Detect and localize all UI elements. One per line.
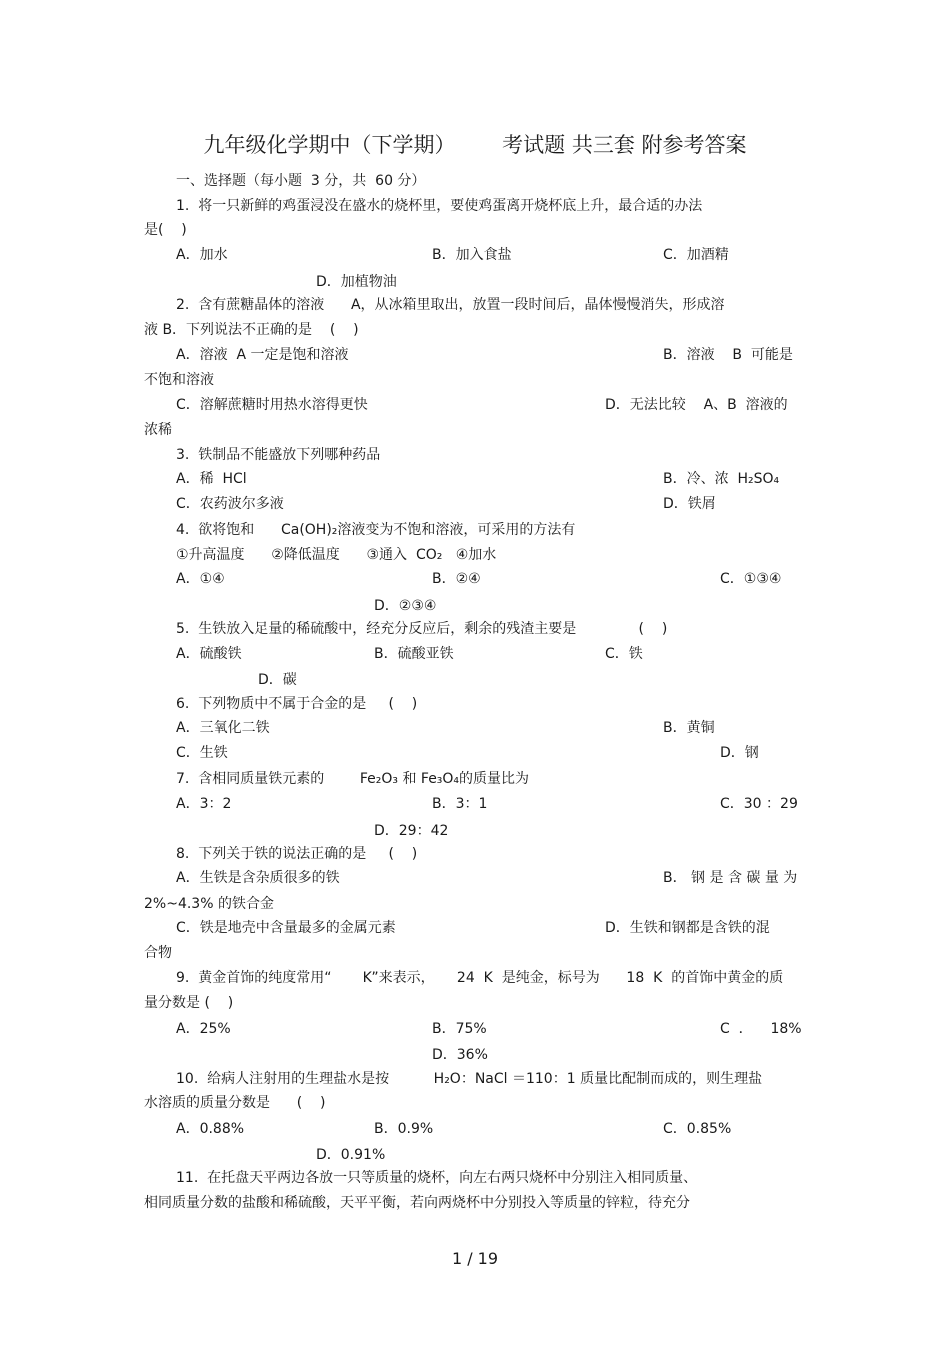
question-1-option-d: D．加植物油 bbox=[316, 274, 397, 290]
question-6-option-d: D．钢 bbox=[720, 745, 759, 761]
question-1-option-a: A．加水 bbox=[176, 247, 228, 263]
question-4-text: 4. 欲将饱和 Ca(OH)₂溶液变为不饱和溶液，可采用的方法有 bbox=[176, 522, 576, 538]
question-9-text-cont: 量分数是 ( ) bbox=[144, 995, 234, 1011]
question-8-option-c: C．铁是地壳中含量最多的金属元素 bbox=[176, 920, 396, 936]
question-8-text: 8. 下列关于铁的说法正确的是 ( ) bbox=[176, 846, 418, 862]
question-10-option-d: D．0.91% bbox=[316, 1147, 386, 1163]
question-10-text-cont: 水溶质的质量分数是 ( ) bbox=[144, 1095, 326, 1111]
question-2-option-d-cont: 浓稀 bbox=[144, 422, 172, 438]
question-2-text-cont: 液 B．下列说法不正确的是 ( ) bbox=[144, 322, 359, 338]
question-11-text-cont: 相同质量分数的盐酸和稀硫酸，天平平衡，若向两烧杯中分别投入等质量的锌粒，待充分 bbox=[144, 1195, 690, 1211]
question-4-option-a: A．①④ bbox=[176, 571, 225, 587]
page-number: 1 / 19 bbox=[451, 1249, 499, 1268]
question-9-option-a: A．25% bbox=[176, 1021, 231, 1037]
question-11-text: 11. 在托盘天平两边各放一只等质量的烧杯，向左右两只烧杯中分别注入相同质量、 bbox=[176, 1170, 698, 1186]
question-3-option-a: A．稀 HCl bbox=[176, 471, 247, 487]
question-10-option-b: B．0.9% bbox=[374, 1121, 434, 1137]
question-7-option-b: B．3：1 bbox=[432, 796, 488, 812]
question-6-option-b: B．黄铜 bbox=[663, 720, 715, 736]
question-3-text: 3. 铁制品不能盛放下列哪种药品 bbox=[176, 447, 381, 463]
document-title: 九年级化学期中（下学期） 考试题 共三套 附参考答案 bbox=[203, 133, 747, 157]
question-2-text: 2. 含有蔗糖晶体的溶液 A，从冰箱里取出，放置一段时间后，晶体慢慢消失，形成溶 bbox=[176, 297, 725, 313]
question-10-option-c: C．0.85% bbox=[663, 1121, 732, 1137]
question-2-option-d: D．无法比较 A、B 溶液的 bbox=[605, 397, 788, 413]
section-heading: 一、选择题（每小题 3 分，共 60 分） bbox=[176, 173, 426, 189]
question-4-option-d: D．②③④ bbox=[374, 598, 437, 614]
question-5-option-a: A．硫酸铁 bbox=[176, 646, 242, 662]
question-8-option-b-cont: 2%~4.3% 的铁合金 bbox=[144, 896, 274, 912]
question-7-option-a: A．3：2 bbox=[176, 796, 232, 812]
question-1-option-b: B．加入食盐 bbox=[432, 247, 512, 263]
question-7-option-d: D．29：42 bbox=[374, 823, 449, 839]
question-9-text: 9. 黄金首饰的纯度常用“ K”来表示， 24 K 是纯金，标号为 18 K 的首饰中黄金的质 bbox=[176, 970, 784, 986]
question-5-option-d: D．碳 bbox=[258, 672, 297, 688]
question-6-option-c: C．生铁 bbox=[176, 745, 228, 761]
question-3-option-d: D．铁屑 bbox=[663, 496, 716, 512]
question-1-text-cont: 是( ) bbox=[144, 222, 187, 238]
question-5-option-b: B．硫酸亚铁 bbox=[374, 646, 454, 662]
question-2-option-a: A．溶液 A 一定是饱和溶液 bbox=[176, 347, 349, 363]
question-4-option-b: B．②④ bbox=[432, 571, 481, 587]
question-3-option-c: C．农药波尔多液 bbox=[176, 496, 284, 512]
question-3-option-b: B．冷、浓 H₂SO₄ bbox=[663, 471, 780, 487]
question-6-option-a: A．三氧化二铁 bbox=[176, 720, 270, 736]
question-2-option-c: C．溶解蔗糖时用热水溶得更快 bbox=[176, 397, 368, 413]
question-10-text: 10. 给病人注射用的生理盐水是按 H₂O：NaCl ＝110：1 质量比配制而成的，则生理盐 bbox=[176, 1071, 763, 1087]
question-7-text: 7. 含相同质量铁元素的 Fe₂O₃ 和 Fe₃O₄的质量比为 bbox=[176, 771, 530, 787]
question-8-option-b: B． 钢 是 含 碳 量 为 bbox=[663, 870, 798, 886]
question-4-methods: ①升高温度 ②降低温度 ③通入 CO₂ ④加水 bbox=[176, 547, 497, 563]
question-2-option-b: B．溶液 B 可能是 bbox=[663, 347, 793, 363]
question-8-option-a: A．生铁是含杂质很多的铁 bbox=[176, 870, 340, 886]
question-7-option-c: C．30 ：29 bbox=[720, 796, 798, 812]
question-8-option-d-cont: 合物 bbox=[144, 945, 172, 961]
question-5-option-c: C．铁 bbox=[605, 646, 643, 662]
question-6-text: 6. 下列物质中不属于合金的是 ( ) bbox=[176, 696, 418, 712]
question-5-text: 5. 生铁放入足量的稀硫酸中，经充分反应后，剩余的残渣主要是 ( ) bbox=[176, 621, 668, 637]
question-9-option-b: B．75% bbox=[432, 1021, 487, 1037]
question-1-option-c: C．加酒精 bbox=[663, 247, 729, 263]
question-9-option-d: D．36% bbox=[432, 1047, 488, 1063]
question-8-option-d: D．生铁和钢都是含铁的混 bbox=[605, 920, 770, 936]
question-10-option-a: A．0.88% bbox=[176, 1121, 245, 1137]
question-9-option-c: C ． 18% bbox=[720, 1021, 802, 1037]
question-2-option-b-cont: 不饱和溶液 bbox=[144, 372, 214, 388]
question-4-option-c: C．①③④ bbox=[720, 571, 782, 587]
question-1-text: 1. 将一只新鲜的鸡蛋浸没在盛水的烧杯里，要使鸡蛋离开烧杯底上升，最合适的办法 bbox=[176, 198, 703, 214]
